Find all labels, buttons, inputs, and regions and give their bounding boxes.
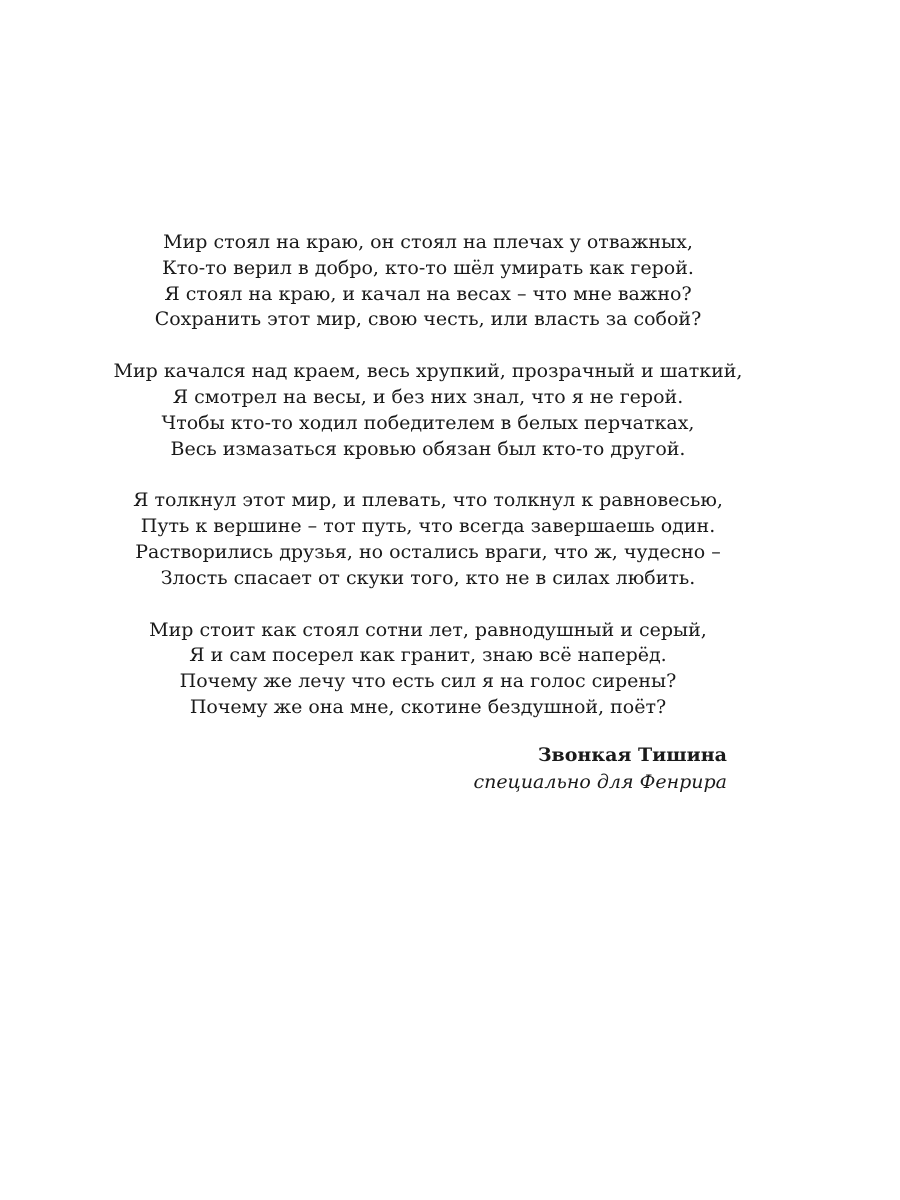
poem-line: Растворились друзья, но остались враги, что ж, чудесно – <box>135 540 721 563</box>
signature <box>473 742 727 796</box>
stanza-4 <box>0 618 856 721</box>
poem-line: Почему же она мне, скотине бездушной, поёт? <box>189 695 667 718</box>
poem-line: Я толкнул этот мир, и плевать, что толкнул к равновесью, <box>133 489 723 512</box>
poem-line: Кто-то верил в добро, кто-то шёл умирать как герой. <box>162 256 694 279</box>
poem-line: Почему же лечу что есть сил я на голос сирены? <box>179 670 677 693</box>
poem <box>0 230 856 747</box>
poem-line: Злость спасает от скуки того, кто не в силах любить. <box>160 566 696 589</box>
poem-line: Я стоял на краю, и качал на весах – что мне важно? <box>164 282 692 305</box>
poem-line: Весь измазаться кровью обязан был кто-то другой. <box>170 437 686 460</box>
poem-line: Чтобы кто-то ходил победителем в белых перчатках, <box>161 411 695 434</box>
author-name: Звонкая Тишина <box>537 744 727 766</box>
poem-line: Мир качался над краем, весь хрупкий, прозрачный и шаткий, <box>113 360 743 383</box>
poem-line: Я смотрел на весы, и без них знал, что я не герой. <box>172 385 684 408</box>
poem-line: Мир стоял на краю, он стоял на плечах у отважных, <box>163 231 693 253</box>
poem-line: Я и сам посерел как гранит, знаю всё наперёд. <box>189 644 667 667</box>
poem-line: Путь к вершине – тот путь, что всегда завершаешь один. <box>140 515 716 538</box>
poem-line: Мир стоит как стоял сотни лет, равнодушный и серый, <box>149 618 707 641</box>
stanza-3 <box>0 488 856 591</box>
stanza-1 <box>0 230 856 333</box>
dedication: специально для Фенрира <box>473 771 727 793</box>
poem-line: Сохранить этот мир, свою честь, или власть за собой? <box>154 308 702 331</box>
stanza-2 <box>0 359 856 462</box>
